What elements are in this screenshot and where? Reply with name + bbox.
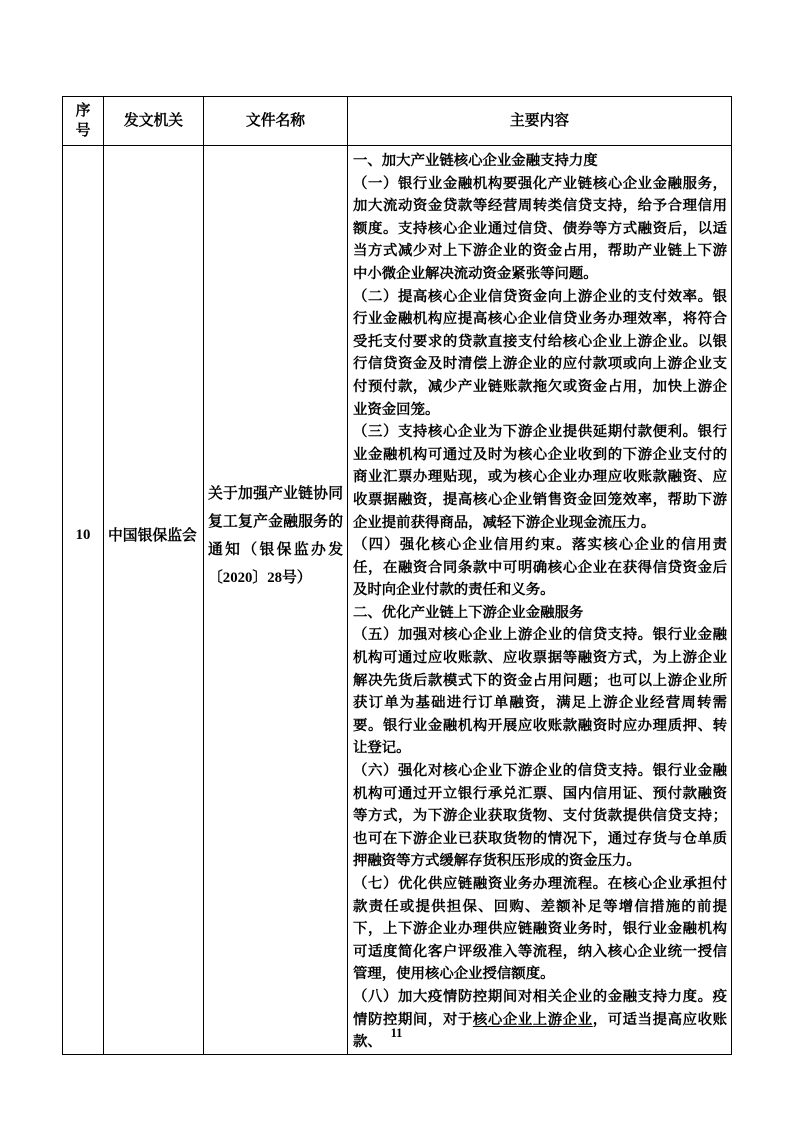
content-paragraph: 一、加大产业链核心企业金融支持力度 [353,153,598,169]
header-document-title: 文件名称 [204,97,348,146]
cell-issuing-authority [104,146,204,1055]
regulations-table [62,96,732,1055]
header-serial-number: 序号 [63,97,104,146]
table-header-row [63,97,732,146]
content-paragraph: （五）加强对核心企业上游企业的信贷支持。银行业金融机构可通过应收账款、应收票据等融资方式，为上游企业解决先货后款模式下的资金占用问题；也可以上游企业所获订单为基础进行订单融资，满足上游企业经营周转需要。银行业金融机构开展应收账款融资时应办理质押、转让登记。 [353,627,727,757]
content-paragraph: （六）强化对核心企业下游企业的信贷支持。银行业金融机构可通过开立银行承兑汇票、国内信用证、预付款融资等方式，为下游企业获取货物、支付货款提供信贷支持；也可在下游企业已获取货物的情况下，通过存货与仓单质押融资等方式缓解存货积压形成的资金压力。 [353,763,727,870]
document-title-value: 关于加强产业链协同复工复产金融服务的通知（银保监办发〔2020〕28号） [208,485,343,586]
page-number: 11 [390,1026,403,1040]
underlined-phrase: 核心企业上游企业 [472,1011,593,1028]
content-paragraph: （七）优化供应链融资业务办理流程。在核心企业承担付款责任或提供担保、回购、差额补足等增信措施的前提下，上下游企业办理供应链融资业务时，银行业金融机构可适度简化客户评级准入等流程，纳入核心企业统一授信管理，使用核心企业授信额度。 [353,876,727,983]
main-content-cell [348,146,732,1055]
content-paragraph: （二）提高核心企业信贷资金向上游企业的支付效率。银行业金融机构应提高核心企业信贷业务办理效率，将符合受托支付要求的贷款直接支付给核心企业上游企业。以银行信贷资金及时清偿上游企业的应付款项或向上游企业支付预付款，减少产业链账款拖欠或资金占用，加快上游企业资金回笼。 [353,288,727,418]
cell-document-title [204,146,348,1055]
header-main-content: 主要内容 [348,97,732,146]
table-row [63,146,732,1055]
content-paragraph: （八）加大疫情防控期间对相关企业的金融支持力度。疫情防控期间，对于核心企业上游企业，可适当提高应收账款、 [353,988,727,1051]
content-paragraph: 二、优化产业链上下游企业金融服务 [353,604,584,621]
content-paragraph: （一）银行业金融机构要强化产业链核心企业金融服务，加大流动资金贷款等经营周转类信贷支持，给予合理信用额度。支持核心企业通过信贷、债券等方式融资后，以适当方式减少对上下游企业的资金占用，帮助产业链上下游中小微企业解决流动资金紧张等问题。 [353,175,727,282]
issuing-authority-value: 中国银保监会 [108,527,197,544]
cell-serial-number [63,146,104,1055]
header-issuing-authority: 发文机关 [104,97,204,146]
content-paragraph: （三）支持核心企业为下游企业提供延期付款便利。银行业金融机构可通过及时为核心企业收到的下游企业支付的商业汇票办理贴现，或为核心企业办理应收账款融资、应收票据融资，提高核心企业销售资金回笼效率，帮助下游企业提前获得商品，减轻下游企业现金流压力。 [353,424,727,531]
content-paragraph: （四）强化核心企业信用约束。落实核心企业的信用责任，在融资合同条款中可明确核心企业在获得信贷资金后及时向企业付款的责任和义务。 [353,537,727,599]
serial-number-value: 10 [75,527,91,544]
